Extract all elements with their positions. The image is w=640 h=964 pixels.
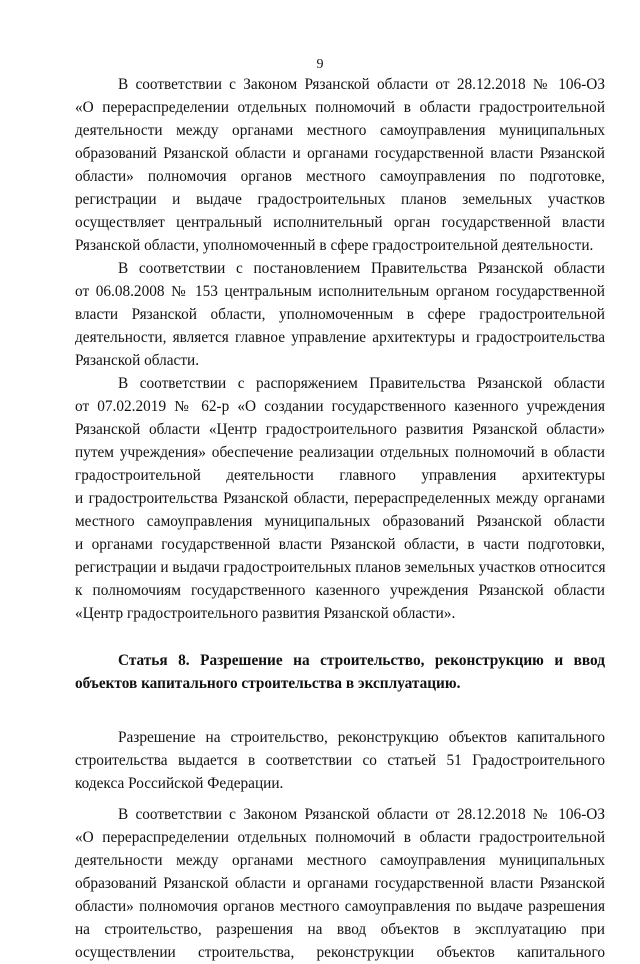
paragraph-line: строительства выдается в соответствии со статьей 51 Градостроительного: [75, 752, 605, 769]
paragraph-line: В соответствии с Законом Рязанской области от 28.12.2018 № 106-ОЗ: [118, 76, 605, 93]
paragraph-line: власти Рязанской области, уполномоченным в сфере градостроительной: [75, 306, 605, 323]
paragraph-line: от 06.08.2008 № 153 центральным исполнительным органом государственной: [75, 283, 605, 300]
paragraph-line: Рязанской области.: [75, 352, 200, 369]
paragraph-line: «Центр градостроительного развития Рязанской области».: [75, 605, 456, 622]
paragraph-line: области» полномочия органов местного самоуправления по выдаче разрешения: [75, 898, 605, 915]
paragraph-line: В соответствии с распоряжением Правительства Рязанской области: [118, 375, 605, 392]
heading-line: Статья 8. Разрешение на строительство, реконструкцию и ввод: [118, 652, 605, 669]
paragraph-line: и органами государственной власти Рязанской области, в части подготовки,: [75, 536, 605, 553]
paragraph-line: «О перераспределении отдельных полномочий в области градостроительной: [75, 829, 605, 846]
heading-line: объектов капитального строительства в эксплуатацию.: [75, 675, 461, 692]
paragraph-line: области» полномочия органов местного самоуправления по подготовке,: [75, 168, 605, 185]
paragraph: [75, 73, 605, 257]
paragraph-line: местного самоуправления муниципальных образований Рязанской области: [75, 513, 605, 530]
paragraph-line: на строительство, разрешения на ввод объектов в эксплуатацию при: [75, 921, 605, 938]
paragraph-line: деятельности между органами местного самоуправления муниципальных: [75, 122, 605, 139]
paragraph-line: путем учреждения» обеспечение реализации отдельных полномочий в области: [75, 444, 605, 461]
paragraph-line: В соответствии с постановлением Правительства Рязанской области: [118, 260, 605, 277]
document-body: [75, 73, 605, 964]
paragraph: [75, 726, 605, 795]
paragraph-line: и градостроительства Рязанской области, перераспределенных между органами: [75, 490, 605, 507]
paragraph-line: деятельности, является главное управление архитектуры и градостроительства: [75, 329, 605, 346]
paragraph: [75, 372, 605, 625]
paragraph-line: образований Рязанской области и органами государственной власти Рязанской: [75, 875, 605, 892]
paragraph-line: образований Рязанской области и органами государственной власти Рязанской: [75, 145, 605, 162]
paragraph-line: «О перераспределении отдельных полномочий в области градостроительной: [75, 99, 605, 116]
paragraph-line: кодекса Российской Федерации.: [75, 775, 284, 792]
paragraph-line: Разрешение на строительство, реконструкцию объектов капитального: [118, 729, 605, 746]
paragraph-line: осуществляет центральный исполнительный орган государственной власти: [75, 214, 605, 231]
article-heading: [75, 649, 605, 695]
paragraph-line: к полномочиям государственного казенного учреждения Рязанской области: [75, 582, 605, 599]
paragraph-line: деятельности между органами местного самоуправления муниципальных: [75, 852, 605, 869]
article-section: [75, 726, 605, 964]
paragraph-line: регистрации и выдаче градостроительных планов земельных участков: [75, 191, 605, 208]
paragraph-line: Рязанской области, уполномоченный в сфере градостроительной деятельности.: [75, 237, 594, 254]
paragraph-line: Рязанской области «Центр градостроительного развития Рязанской области»: [75, 421, 605, 438]
paragraph-gap: [75, 795, 605, 803]
paragraph-line: от 07.02.2019 № 62-р «О создании государственного казенного учреждения: [75, 398, 605, 415]
paragraph: [75, 257, 605, 372]
page-number: 9: [316, 57, 324, 72]
paragraph: [75, 803, 605, 964]
paragraph-line: регистрации и выдачи градостроительных планов земельных участков относится: [75, 559, 606, 576]
paragraph-line: градостроительной деятельности главного управления архитектуры: [75, 467, 605, 484]
intro-section: [75, 73, 605, 625]
paragraph-line: осуществлении строительства, реконструкции объектов капитального: [75, 944, 605, 961]
paragraph-line: В соответствии с Законом Рязанской области от 28.12.2018 № 106-ОЗ: [118, 806, 605, 823]
